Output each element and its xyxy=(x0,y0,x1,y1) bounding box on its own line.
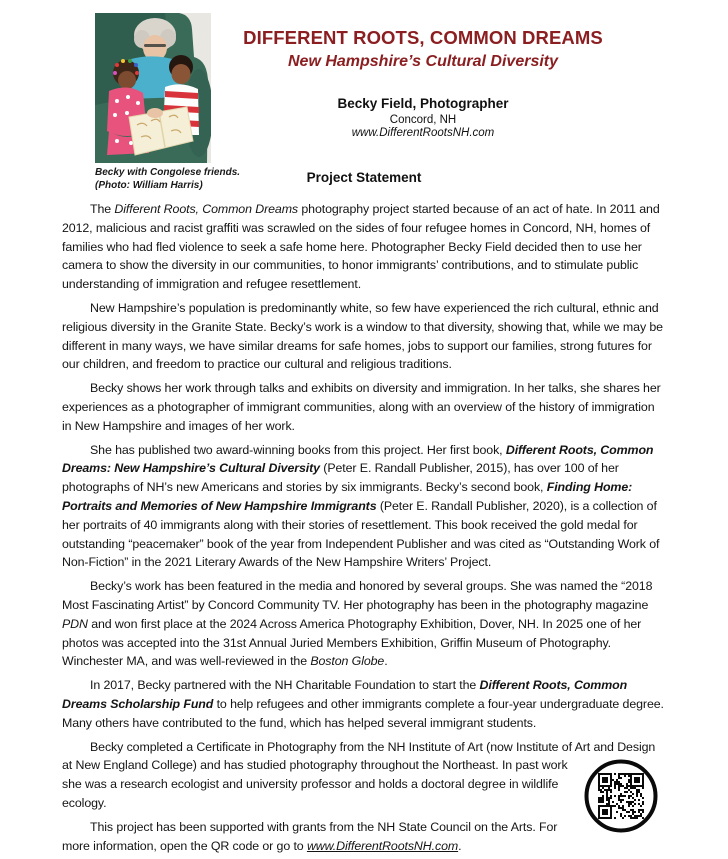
body-text xyxy=(62,200,666,859)
paragraph-text: to help refugees and other immigrants complete a four-year undergraduate degree. Many others have contributed to the fund, which has helped several immigrant students. xyxy=(62,696,664,730)
title-block xyxy=(232,27,614,139)
paragraph xyxy=(62,200,666,294)
paragraph-text: Boston Globe xyxy=(310,654,385,669)
paragraph-text: Becky shows her work through talks and exhibits on diversity and immigration. In her talks, she shares her experiences as a photographer of immigrant communities, along with an overview of the history of immigration in New Hampshire and images of her work. xyxy=(62,381,661,433)
paragraph-text: Different Roots, Common Dreams xyxy=(114,202,299,216)
document-title: DIFFERENT ROOTS, COMMON DREAMS xyxy=(243,27,603,48)
paragraph xyxy=(62,738,666,813)
becky-photo xyxy=(95,13,211,163)
paragraph-text: Different Roots, Common Dreams: New Hampshire’s Cultural Diversity xyxy=(62,442,654,476)
paragraph xyxy=(62,577,666,671)
paragraph-text: This project has been supported with grants from the NH State Council on the Arts. For more information, open the QR code or go to xyxy=(62,819,558,853)
paragraph xyxy=(62,299,666,374)
paragraph-text: In 2017, Becky partnered with the NH Charitable Foundation to start the xyxy=(90,678,480,693)
website-link[interactable]: www.DifferentRootsNH.com xyxy=(306,838,459,853)
paragraph-text: Finding Home: Portraits and Memories of New Hampshire Immigrants xyxy=(62,480,633,513)
paragraph-text: . xyxy=(458,838,462,853)
paragraph-text: (Peter E. Randall Publisher, 2020), is a collection of her portraits of 40 immigrants along with their stories of resettlement. This book received the gold medal for outstanding “peacemaker” book of the year from Independent Publisher and was cited as “Outstanding Work of Non-Fiction” in the 2021 Literary Awards of the New Hampshire Writers’ Project. xyxy=(62,498,660,570)
header-photo-block xyxy=(95,13,241,192)
paragraph-text: (Peter E. Randall Publisher, 2015), has over 100 of her photographs of NH’s new Americans and stories by six immigrants. Becky’s second book, xyxy=(62,461,619,495)
paragraph xyxy=(62,818,666,856)
paragraph-text: The xyxy=(90,202,115,216)
paragraph-text: . xyxy=(384,654,388,669)
paragraph xyxy=(62,379,666,435)
photo-caption-line1: Becky with Congolese friends. xyxy=(95,167,241,178)
location-line: Concord, NH xyxy=(389,114,457,126)
paragraph-text: PDN xyxy=(62,616,88,631)
paragraph xyxy=(62,676,666,732)
qr-code xyxy=(582,758,660,834)
section-heading-project-statement: Project Statement xyxy=(306,170,422,185)
header-website-link[interactable]: www.DifferentRootsNH.com xyxy=(351,127,495,139)
paragraph-text: Becky completed a Certificate in Photography from the NH Institute of Art (now Institute of Art and xyxy=(90,739,618,754)
paragraph-text: Becky’s work has been featured in the media and honored by several groups. She was named the “2018 Most Fascinating Artist” by Concord Community TV. Her photography has been in the photography magazine xyxy=(62,579,653,612)
photo-caption-line2: (Photo: William Harris) xyxy=(95,179,203,191)
paragraph-text: Design at New England College) and has studied photography throughout the Northeast. In past work she was a research ecologist and university professor and holds a doctoral degree in wildlife ecology. xyxy=(62,739,656,810)
paragraph xyxy=(62,441,666,573)
paragraph-text: and won first place at the 2024 Across America Photography Exhibition, Dover, NH. In 2025 one of her photos was accepted into the 31st Annual Juried Members Exhibition, Griffin Museum of Photography. Winchester MA, and was well-reviewed in the xyxy=(62,616,642,669)
author-line: Becky Field, Photographer xyxy=(337,96,509,111)
paragraph-text: She has published two award-winning books from this project. Her first book, xyxy=(90,442,506,457)
document-subtitle: New Hampshire’s Cultural Diversity xyxy=(287,53,559,70)
paragraph-text: photography project started because of an act of hate. In 2011 and 2012, malicious and racist graffiti was scrawled on the sides of four refugee homes in Concord, NH, homes of families who had fled violence to seek a safe home here. Photographer Becky Field decided then to use her camera to show the diversity in our communities, to honor immigrants’ contributions, and to stimulate public understanding of immigration and refugee resettlement. xyxy=(62,202,660,292)
paragraph-text: Different Roots, Common Dreams Scholarship Fund xyxy=(62,678,628,711)
paragraph-text: New Hampshire’s population is predominantly white, so few have experienced the rich cultural, ethnic and religious diversity in the Granite State. Becky’s work is a window to that diversity, showing that, while we may be different in many ways, we have similar dreams for safe homes, jobs to support our families, strong futures for our children, and freedom to practice our cultural and religious traditions. xyxy=(62,300,663,372)
